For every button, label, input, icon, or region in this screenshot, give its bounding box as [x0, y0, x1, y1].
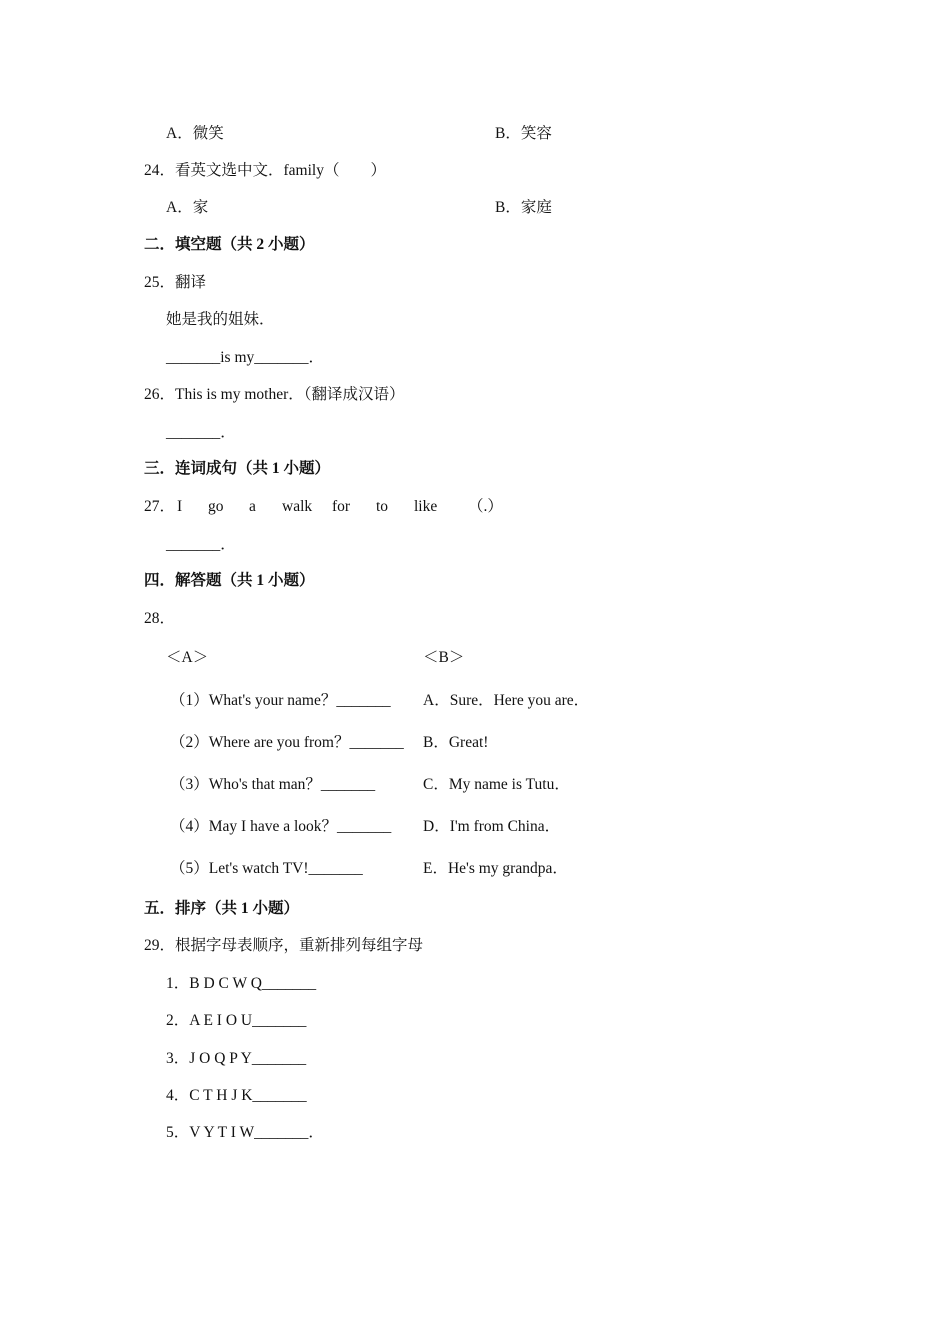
q29-item: 5．V Y T I W_______．	[166, 1124, 324, 1141]
q28-right-item: C．My name is Tutu．	[423, 776, 570, 793]
q29-item: 1．B D C W Q_______	[166, 975, 317, 992]
q29-item: 2．A E I O U_______	[166, 1012, 307, 1029]
q23-option-b: B．笑容	[495, 125, 552, 142]
q29-item: 3．J O Q P Y_______	[166, 1050, 307, 1067]
q26-stem: 26．This is my mother．（翻译成汉语）	[144, 386, 405, 403]
q28-column-a-header: ＜A＞	[166, 649, 209, 666]
q26-blank-line: _______．	[166, 424, 236, 441]
q25-chinese-sentence: 她是我的姐妹．	[166, 311, 275, 328]
q27-number: 27．	[144, 498, 176, 515]
section3-title: 三．连词成句（共 1 小题）	[144, 460, 331, 477]
q27-word: I	[177, 498, 183, 515]
q27-word: walk	[282, 498, 313, 515]
section2-title: 二．填空题（共 2 小题）	[144, 236, 315, 253]
q28-left-item: （2）Where are you from？_______	[170, 734, 404, 751]
q28-left-item: （5）Let's watch TV!_______	[170, 860, 363, 877]
q24-stem: 24．看英文选中文．family（ ）	[144, 162, 386, 179]
q28-right-item: D．I'm from China．	[423, 818, 561, 835]
q24-option-a: A．家	[166, 199, 209, 216]
q27-word: to	[376, 498, 389, 515]
section4-title: 四．解答题（共 1 小题）	[144, 572, 315, 589]
q28-right-item: E．He's my grandpa．	[423, 860, 568, 877]
q25-stem: 25．翻译	[144, 274, 207, 291]
q29-stem: 29．根据字母表顺序，重新排列每组字母	[144, 937, 424, 954]
q28-column-b-header: ＜B＞	[423, 649, 465, 666]
q29-item: 4．C T H J K_______	[166, 1087, 307, 1104]
q28-right-item: B．Great!	[423, 734, 489, 751]
q28-left-item: （1）What's your name？_______	[170, 692, 391, 709]
q25-blank-line: _______is my_______．	[166, 349, 325, 366]
q27-word: for	[332, 498, 351, 515]
section5-title: 五．排序（共 1 小题）	[144, 900, 300, 917]
q27-word: （.）	[468, 498, 503, 515]
q27-word: like	[414, 498, 438, 515]
q28-number: 28．	[144, 610, 176, 627]
q27-word: go	[208, 498, 224, 515]
q23-option-a: A．微笑	[166, 125, 224, 142]
q27-blank-line: _______．	[166, 536, 236, 553]
q28-left-item: （4）May I have a look？_______	[170, 818, 392, 835]
q28-right-item: A．Sure．Here you are．	[423, 692, 590, 709]
q24-option-b: B．家庭	[495, 199, 552, 216]
q27-word: a	[249, 498, 256, 515]
q28-left-item: （3）Who's that man？_______	[170, 776, 376, 793]
